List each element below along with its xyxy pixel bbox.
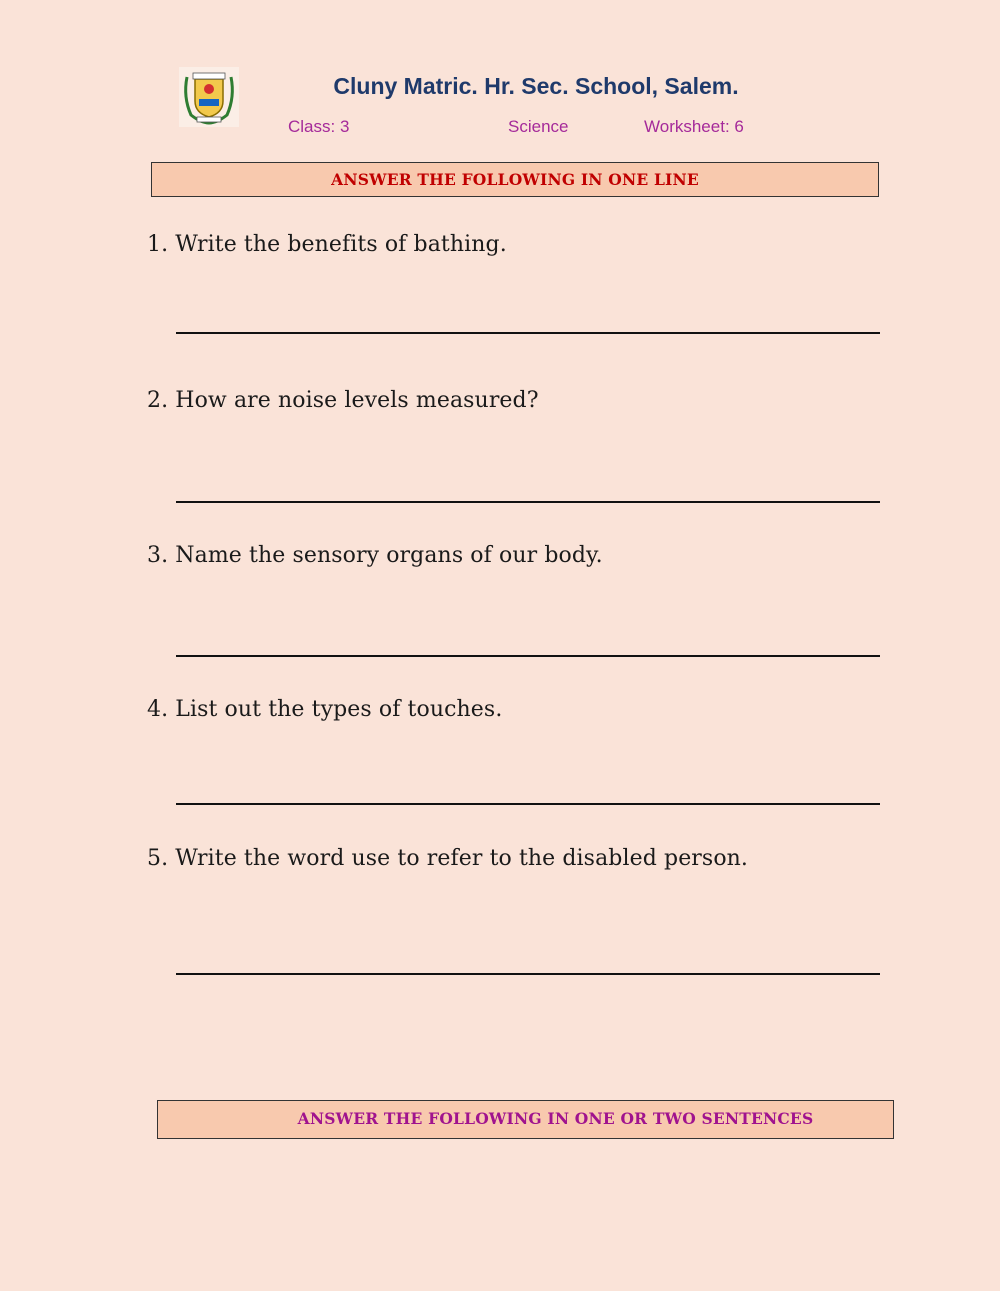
answer-line-3[interactable] [176,655,880,657]
answer-line-2[interactable] [176,501,880,503]
question-1: 1. Write the benefits of bathing. [147,232,507,257]
answer-line-1[interactable] [176,332,880,334]
question-4: 4. List out the types of touches. [147,697,503,722]
answer-line-4[interactable] [176,803,880,805]
school-name: Cluny Matric. Hr. Sec. School, Salem. [333,73,739,99]
worksheet-label: Worksheet: 6 [644,117,744,136]
question-2: 2. How are noise levels measured? [147,388,539,413]
subject-label: Science [508,117,569,136]
class-label: Class: 3 [288,117,350,136]
question-5: 5. Write the word use to refer to the disabled person. [147,846,749,871]
question-3: 3. Name the sensory organs of our body. [147,543,603,568]
section-one-title: ANSWER THE FOLLOWING IN ONE LINE [151,162,879,197]
answer-line-5[interactable] [176,973,880,975]
section-two-title: ANSWER THE FOLLOWING IN ONE OR TWO SENTENCES [157,1100,894,1139]
